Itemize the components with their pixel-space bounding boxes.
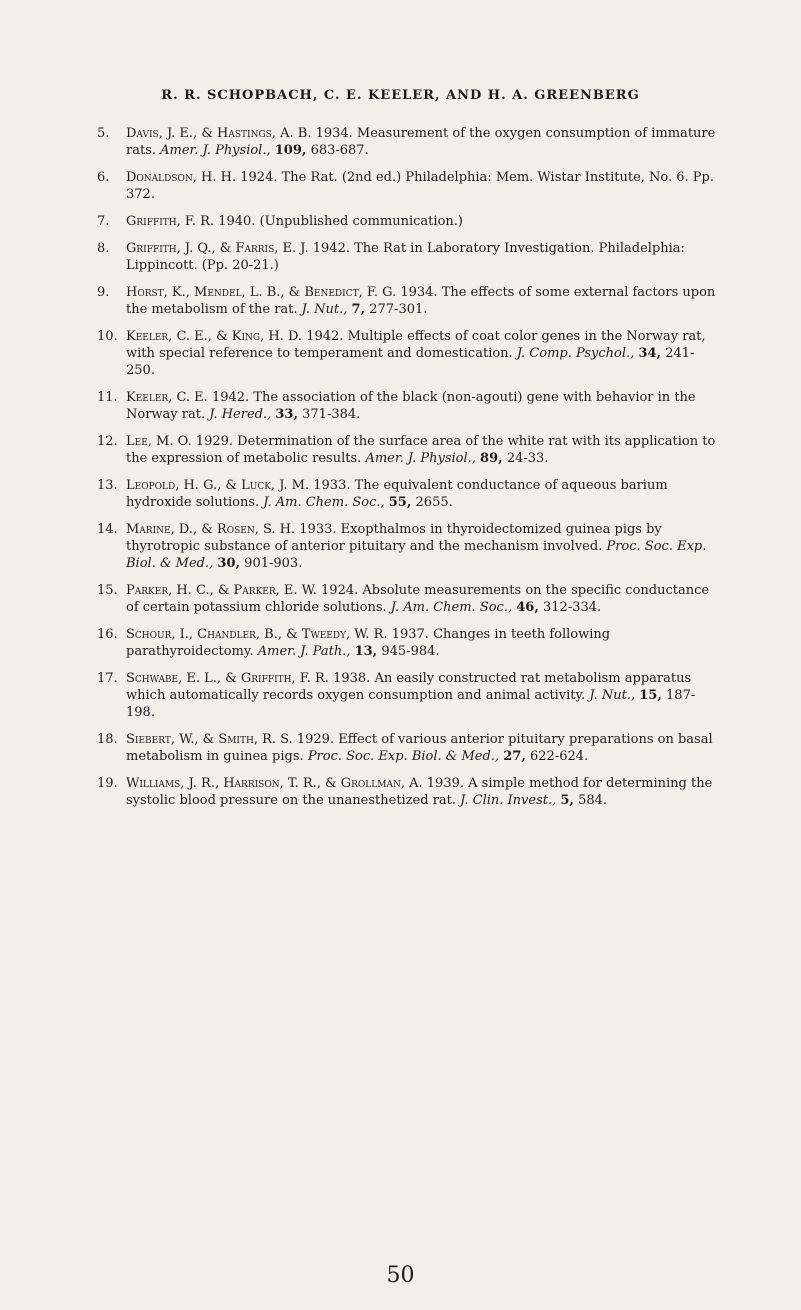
reference-item (97, 775, 720, 809)
reference-title: Absolute measurements on the specific conductance of certain potassium chloride solutions. (126, 583, 710, 615)
reference-volume: 46, (516, 600, 539, 615)
reference-number: 14. (97, 522, 118, 537)
reference-item (97, 213, 720, 230)
reference-title: The Rat in Laboratory Investigation. Philadelphia: Lippincott. (Pp. 20-21.) (126, 241, 685, 273)
reference-journal: Amer. J. Path., (257, 644, 351, 659)
reference-number: 13. (97, 478, 118, 493)
reference-volume: 109, (274, 143, 307, 158)
running-header: R. R. SCHOPBACH, C. E. KEELER, AND H. A. GREENBERG (161, 88, 640, 103)
reference-authors: Siebert, W., & Smith, R. S. (126, 732, 293, 747)
page-number: 50 (386, 1263, 415, 1288)
reference-journal: Amer. J. Physiol., (160, 143, 271, 158)
reference-title: Changes in teeth following parathyroidectomy. (126, 627, 611, 659)
reference-year: 1940. (218, 214, 256, 229)
reference-item (97, 125, 720, 159)
reference-number: 7. (97, 214, 110, 229)
reference-journal: Proc. Soc. Exp. Biol. & Med., (307, 749, 500, 764)
reference-pages: 683-687. (310, 143, 369, 158)
reference-pages: 187-198. (126, 688, 696, 720)
reference-number: 8. (97, 241, 110, 256)
reference-journal: J. Clin. Invest., (460, 793, 557, 808)
reference-year: 1933. (313, 478, 351, 493)
reference-item (97, 731, 720, 765)
reference-title: The association of the black (non-agouti) gene with behavior in the Norway rat. (126, 390, 696, 422)
reference-journal: Amer. J. Physiol., (365, 451, 476, 466)
reference-item (97, 477, 720, 511)
reference-authors: Schwabe, E. L., & Griffith, F. R. (126, 671, 329, 686)
reference-year: 1937. (391, 627, 429, 642)
reference-title: The Rat. (2nd ed.) Philadelphia: Mem. Wistar Institute, No. 6. Pp. 372. (126, 170, 715, 202)
reference-authors: Griffith, J. Q., & Farris, E. J. (126, 241, 309, 256)
reference-pages: 584. (578, 793, 608, 808)
reference-item (97, 670, 720, 721)
reference-volume: 34, (638, 346, 662, 361)
reference-volume: 15, (639, 688, 662, 703)
reference-year: 1924. (240, 170, 278, 185)
reference-item (97, 328, 720, 379)
reference-volume: 33, (275, 407, 298, 422)
reference-year: 1924. (321, 583, 359, 598)
reference-year: 1934. (315, 126, 353, 141)
reference-list (97, 125, 720, 819)
reference-year: 1933. (299, 522, 337, 537)
reference-volume: 27, (503, 749, 526, 764)
reference-authors: Keeler, C. E., & King, H. D. (126, 329, 303, 344)
reference-item (97, 240, 720, 274)
reference-journal: J. Am. Chem. Soc., (263, 495, 385, 510)
reference-journal: J. Hered., (209, 407, 272, 422)
reference-pages: 277-301. (369, 302, 428, 317)
reference-number: 5. (97, 126, 110, 141)
reference-authors: Griffith, F. R. (126, 214, 215, 229)
reference-item (97, 521, 720, 572)
reference-title: (Unpublished communication.) (259, 214, 463, 229)
reference-year: 1929. (195, 434, 234, 449)
reference-authors: Williams, J. R., Harrison, T. R., & Grollman, A. (126, 776, 423, 791)
reference-authors: Donaldson, H. H. (126, 170, 237, 185)
reference-number: 9. (97, 285, 110, 300)
reference-title: The effects of some external factors upon the metabolism of the rat. (126, 285, 716, 317)
reference-item (97, 169, 720, 203)
reference-authors: Schour, I., Chandler, B., & Tweedy, W. R. (126, 627, 388, 642)
reference-pages: 312-334. (543, 600, 602, 615)
reference-item (97, 433, 720, 467)
reference-journal: J. Comp. Psychol., (516, 346, 635, 361)
reference-authors: Horst, K., Mendel, L. B., & Benedict, F. G. (126, 285, 397, 300)
reference-title: Multiple effects of coat color genes in the Norway rat, with special reference to temperament and domestication. (126, 329, 706, 361)
reference-number: 17. (97, 671, 118, 686)
reference-volume: 30, (217, 556, 241, 571)
reference-authors: Leopold, H. G., & Luck, J. M. (126, 478, 310, 493)
reference-volume: 5, (560, 793, 574, 808)
reference-authors: Parker, H. C., & Parker, E. W. (126, 583, 317, 598)
reference-volume: 13, (354, 644, 378, 659)
reference-pages: 945-984. (381, 644, 440, 659)
reference-year: 1942. (306, 329, 344, 344)
reference-title: Exopthalmos in thyroidectomized guinea pigs by thyrotropic substance of anterior pituitary and the mechanism involved. (126, 522, 662, 554)
reference-number: 16. (97, 627, 118, 642)
reference-volume: 7, (351, 302, 366, 317)
reference-item (97, 582, 720, 616)
reference-year: 1929. (296, 732, 335, 747)
reference-number: 10. (97, 329, 118, 344)
reference-title: Determination of the surface area of the white rat with its application to the expression of metabolic results. (126, 434, 716, 466)
reference-journal: Proc. Soc. Exp. Biol. & Med., (126, 539, 707, 571)
reference-number: 11. (97, 390, 118, 405)
reference-item (97, 389, 720, 423)
reference-number: 19. (97, 776, 118, 791)
reference-journal: J. Am. Chem. Soc., (390, 600, 513, 615)
reference-pages: 241-250. (126, 346, 695, 378)
reference-pages: 2655. (415, 495, 453, 510)
reference-authors: Lee, M. O. (126, 434, 192, 449)
reference-title: Measurement of the oxygen consumption of immature rats. (126, 126, 716, 158)
reference-year: 1934. (400, 285, 438, 300)
reference-authors: Davis, J. E., & Hastings, A. B. (126, 126, 312, 141)
reference-title: An easily constructed rat metabolism apparatus which automatically records oxygen consumption and animal activity. (126, 671, 692, 703)
reference-number: 12. (97, 434, 118, 449)
reference-volume: 89, (480, 451, 503, 466)
reference-year: 1942. (312, 241, 350, 256)
reference-year: 1938. (333, 671, 371, 686)
reference-number: 18. (97, 732, 118, 747)
reference-number: 6. (97, 170, 110, 185)
reference-item (97, 284, 720, 318)
reference-year: 1939. (426, 776, 464, 791)
reference-pages: 622-624. (530, 749, 589, 764)
reference-item (97, 626, 720, 660)
reference-title: Effect of various anterior pituitary preparations on basal metabolism in guinea pigs. (126, 732, 713, 764)
reference-journal: J. Nut., (301, 302, 348, 317)
reference-authors: Keeler, C. E. (126, 390, 208, 405)
reference-title: A simple method for determining the systolic blood pressure on the unanesthetized rat. (126, 776, 713, 808)
reference-number: 15. (97, 583, 118, 598)
reference-year: 1942. (211, 390, 250, 405)
reference-pages: 901-903. (244, 556, 303, 571)
reference-volume: 55, (388, 495, 412, 510)
reference-pages: 371-384. (302, 407, 361, 422)
reference-authors: Marine, D., & Rosen, S. H. (126, 522, 296, 537)
reference-pages: 24-33. (506, 451, 549, 466)
reference-journal: J. Nut., (589, 688, 636, 703)
reference-title: The equivalent conductance of aqueous barium hydroxide solutions. (126, 478, 668, 510)
